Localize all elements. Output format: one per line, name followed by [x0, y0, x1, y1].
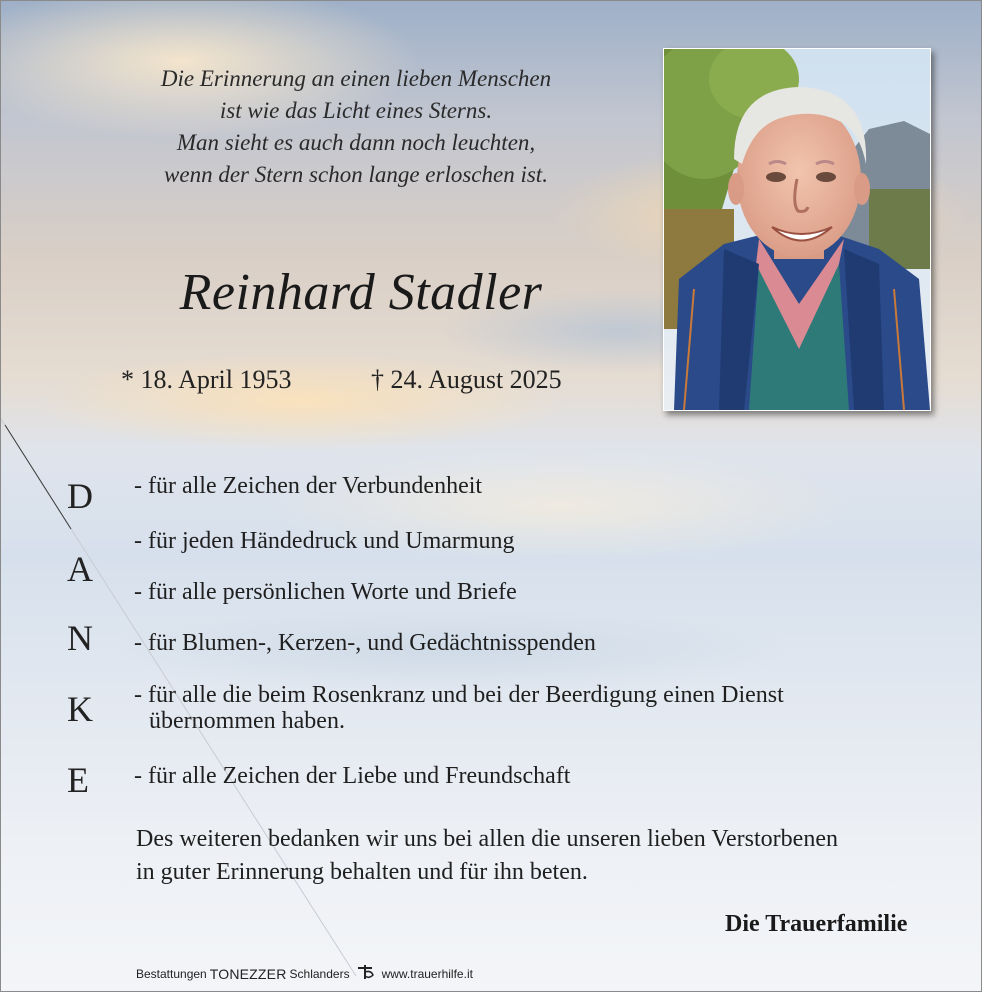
funeral-home-footer [136, 964, 473, 983]
closing-paragraph [136, 823, 956, 889]
portrait-photo [663, 48, 931, 411]
footer-prefix: Bestattungen [136, 966, 207, 981]
thanks-item-text-continued: übernommen haben. [149, 708, 345, 734]
death-date: † 24. August 2025 [371, 365, 562, 394]
quote-line: Man sieht es auch dann noch leuchten, [176, 130, 536, 155]
memorial-quote [71, 63, 641, 191]
thanks-item [134, 682, 784, 734]
closing-line: Des weiteren bedanken wir uns bei allen die unseren lieben Verstorbenen [136, 826, 838, 852]
thanks-item-text: - für alle die beim Rosenkranz und bei der Beerdigung einen Dienst [134, 682, 784, 708]
danke-letter: K [67, 689, 93, 729]
footer-location: Schlanders [289, 966, 350, 981]
thanks-item-text: - für alle persönlichen Worte und Briefe [134, 579, 517, 605]
closing-line: in guter Erinnerung behalten und für ihn beten. [136, 859, 588, 885]
thanks-item-text: - für alle Zeichen der Verbundenheit [134, 473, 483, 499]
thanks-item [134, 473, 482, 499]
thanks-item [134, 763, 570, 789]
thanks-item [134, 528, 515, 554]
trauerhilfe-logo-icon [356, 964, 376, 983]
birth-date: * 18. April 1953 [121, 365, 292, 394]
quote-line: Die Erinnerung an einen lieben Menschen [160, 66, 552, 91]
danke-letter: N [67, 618, 93, 658]
quote-line: wenn der Stern schon lange erloschen ist. [164, 162, 548, 187]
deceased-name: Reinhard Stadler [179, 264, 543, 321]
thanks-item-text: - für alle Zeichen der Liebe und Freundschaft [134, 763, 571, 789]
family-signature: Die Trauerfamilie [725, 911, 908, 937]
thanks-item [134, 630, 596, 656]
quote-line: ist wie das Licht eines Sterns. [219, 98, 493, 123]
footer-brand: TONEZZER [209, 965, 287, 982]
danke-letter: D [67, 476, 93, 516]
thanks-item-text: - für jeden Händedruck und Umarmung [134, 528, 515, 554]
danke-letter: E [67, 760, 89, 800]
thanks-item [134, 579, 517, 605]
thanks-item-text: - für Blumen-, Kerzen-, und Gedächtnisspenden [134, 630, 596, 656]
footer-website[interactable]: www.trauerhilfe.it [381, 966, 473, 981]
danke-letter: A [67, 549, 93, 589]
